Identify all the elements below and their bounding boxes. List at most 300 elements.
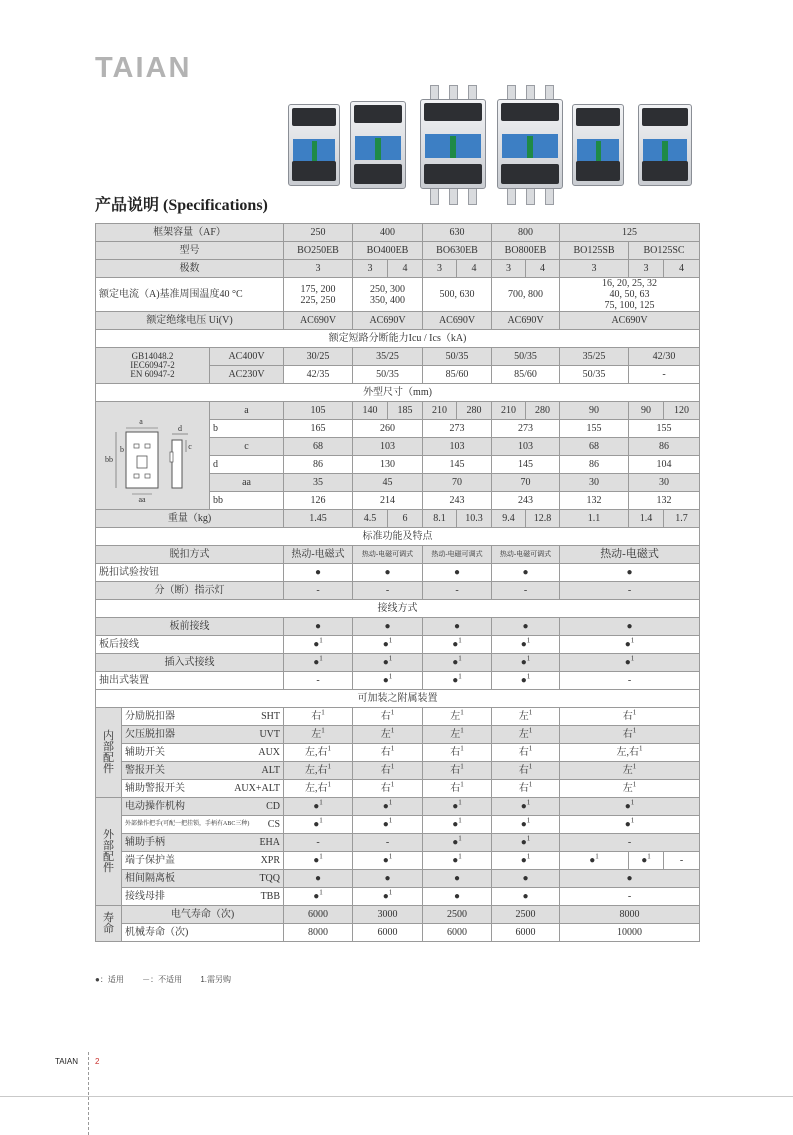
cell: 热动-电磁式 [284, 546, 353, 564]
cell: ●$^1$ [492, 834, 560, 852]
bullet-dot: ● [382, 855, 389, 866]
cell-text: 右 [380, 765, 391, 776]
cell: ●$^1$ [492, 636, 560, 654]
cell: - [353, 834, 423, 852]
cell: 右$^1$ [353, 762, 423, 780]
bullet-dot: ● [560, 870, 700, 888]
cell: ●$^1$ [353, 852, 423, 870]
cell: ●$^1$ [423, 816, 492, 834]
vlabel-char: 部 [103, 839, 114, 852]
cell: 3 [629, 260, 664, 278]
voltage-label: AC230V [210, 366, 284, 384]
bullet-dot: ● [284, 870, 353, 888]
cell: AC690V [353, 312, 423, 330]
accessory-name: 端子保护盖 [125, 855, 175, 866]
accessory-code: ALT [261, 765, 281, 776]
bullet-dot: ● [560, 564, 700, 582]
diagram-label-bb: bb [105, 455, 113, 464]
cell: 30 [560, 474, 629, 492]
dimension-diagram [96, 402, 210, 510]
cell: 132 [560, 492, 629, 510]
cell: 260 [353, 420, 423, 438]
table-row [96, 654, 700, 672]
cell: AC690V [560, 312, 700, 330]
bullet-dot: ● [382, 657, 389, 668]
table-row [96, 636, 700, 654]
footer-brand: TAIAN [55, 1057, 78, 1066]
cell: 130 [353, 456, 423, 474]
cell: 50/35 [560, 366, 629, 384]
row-label: 框架容量（AF） [96, 224, 284, 242]
bullet-dot: ● [423, 870, 492, 888]
cell-text: 右 [311, 711, 322, 722]
table-row [96, 780, 700, 798]
std-line: GB14048.2 [131, 351, 174, 361]
diagram-label-aa: aa [138, 495, 146, 504]
table-row [96, 278, 700, 312]
page-number: 2 [95, 1057, 100, 1066]
accessory-label [122, 726, 284, 744]
cell: 243 [492, 492, 560, 510]
cell: 103 [492, 438, 560, 456]
cell-text: 右 [450, 747, 461, 758]
cell: ●$^1$ [353, 636, 423, 654]
vlabel-char: 件 [103, 861, 114, 874]
row-label: 额定电流（A)基准周围温度40 °C [96, 278, 284, 312]
table-row [96, 384, 700, 402]
cell: BO125SB [560, 242, 629, 260]
cell: 6000 [492, 924, 560, 942]
table-row [96, 762, 700, 780]
cell: - [284, 582, 353, 600]
spec-table [95, 223, 700, 942]
diagram-label-c: c [188, 442, 192, 451]
cell-text: 左 [622, 765, 633, 776]
vlabel-char: 配 [103, 751, 114, 764]
cell: 145 [492, 456, 560, 474]
cell: 30/25 [284, 348, 353, 366]
bullet-dot: ● [284, 564, 353, 582]
product-image-bo400 [350, 101, 406, 189]
cell: 左$^1$ [284, 726, 353, 744]
cell-text: 左 [450, 729, 461, 740]
cell: ●$^1$ [353, 798, 423, 816]
table-row [96, 834, 700, 852]
cell: 165 [284, 420, 353, 438]
cell: 126 [284, 492, 353, 510]
cell: 8.1 [423, 510, 457, 528]
legend [95, 974, 247, 985]
cell: 热动-电磁可调式 [423, 546, 492, 564]
bullet-dot: ● [423, 888, 492, 906]
std-line: IEC60947-2 [130, 360, 175, 370]
table-row [96, 852, 700, 870]
cell: 3 [492, 260, 526, 278]
cell-text: 左 [450, 711, 461, 722]
cell: ●$^1$ [492, 816, 560, 834]
accessory-label [122, 708, 284, 726]
cell: BO125SC [629, 242, 700, 260]
cell: 273 [423, 420, 492, 438]
cell: ●$^1$ [284, 636, 353, 654]
accessory-name: 辅助开关 [125, 747, 165, 758]
cell: AC690V [423, 312, 492, 330]
cell: - [560, 888, 700, 906]
cell: 左$^1$ [560, 762, 700, 780]
cell: 86 [284, 456, 353, 474]
row-label: 重量（kg) [96, 510, 284, 528]
cell: ●$^1$ [560, 852, 629, 870]
cell: 3 [423, 260, 457, 278]
row-label: 额定绝缘电压 Ui(V) [96, 312, 284, 330]
accessory-name: 接线母排 [125, 891, 165, 902]
bullet-dot: ● [353, 870, 423, 888]
cell: BO250EB [284, 242, 353, 260]
legend-optional: 1.需另购 [200, 975, 231, 984]
cell: 2500 [423, 906, 492, 924]
cell: 68 [560, 438, 629, 456]
cell-line: 350, 400 [370, 294, 406, 306]
cell: 热动-电磁可调式 [353, 546, 423, 564]
cell: 104 [629, 456, 700, 474]
cell: 85/60 [492, 366, 560, 384]
table-row [96, 924, 700, 942]
bullet-dot: ● [313, 639, 320, 650]
row-label: 板前接线 [96, 618, 284, 636]
cell: 42/35 [284, 366, 353, 384]
cell: 4 [664, 260, 700, 278]
product-image-bo125sb [572, 104, 624, 186]
product-image-bo800 [497, 85, 563, 203]
cell-line: 75, 100, 125 [604, 300, 655, 311]
cell: 右$^1$ [423, 780, 492, 798]
table-row [96, 726, 700, 744]
row-label: 抽出式装置 [96, 672, 284, 690]
diagram-label-d: d [178, 424, 182, 433]
bullet-dot: ● [492, 888, 560, 906]
cell: 132 [629, 492, 700, 510]
bullet-dot: ● [382, 819, 389, 830]
life-group-label [96, 906, 122, 942]
cell: 4 [526, 260, 560, 278]
accessory-code: EHA [259, 837, 281, 848]
cell-text: 左 [380, 729, 391, 740]
cell: 125 [560, 224, 700, 242]
cell: ●$^1$ [423, 798, 492, 816]
cell: 45 [353, 474, 423, 492]
table-row [96, 690, 700, 708]
cell: 155 [629, 420, 700, 438]
table-row [96, 260, 700, 278]
accessory-label [122, 834, 284, 852]
bullet-dot: ● [313, 855, 320, 866]
cell: - [629, 366, 700, 384]
cell: ●$^1$ [560, 798, 700, 816]
cell: 10.3 [457, 510, 492, 528]
cell: 103 [423, 438, 492, 456]
internal-group-label [96, 708, 122, 798]
cell: 左$^1$ [492, 708, 560, 726]
cell: - [353, 582, 423, 600]
bullet-dot: ● [313, 891, 320, 902]
accessory-label [122, 852, 284, 870]
bullet-dot: ● [492, 564, 560, 582]
cell: AC690V [492, 312, 560, 330]
accessory-code: CD [266, 801, 281, 812]
cell-text: 右 [380, 747, 391, 758]
cell: 1.1 [560, 510, 629, 528]
table-row [96, 348, 700, 366]
diagram-label-b: b [120, 445, 124, 454]
cell: ●$^1$ [353, 654, 423, 672]
accessory-label [122, 744, 284, 762]
bullet-dot: ● [382, 891, 389, 902]
cell: 右$^1$ [492, 744, 560, 762]
accessory-code: UVT [259, 729, 281, 740]
dim-key: c [210, 438, 284, 456]
cell: 50/35 [423, 348, 492, 366]
bullet-dot: ● [452, 837, 459, 848]
bullet-dot: ● [284, 618, 353, 636]
cell: 145 [423, 456, 492, 474]
legend-not-applicable: －：不适用 [142, 975, 183, 984]
cell: 4 [457, 260, 492, 278]
cell: 35/25 [560, 348, 629, 366]
cell: 210 [423, 402, 457, 420]
product-image-bo630 [420, 85, 486, 203]
cell-text: 右 [518, 747, 529, 758]
cell: BO800EB [492, 242, 560, 260]
row-label: 板后接线 [96, 636, 284, 654]
cell: 50/35 [492, 348, 560, 366]
bullet-dot: ● [452, 639, 459, 650]
cell: 210 [492, 402, 526, 420]
table-row [96, 312, 700, 330]
cell: 250 [284, 224, 353, 242]
cell: AC690V [284, 312, 353, 330]
bullet-dot: ● [382, 801, 389, 812]
cell: 700, 800 [492, 278, 560, 312]
cell: ●$^1$ [492, 672, 560, 690]
cell-line: 250, 300 [370, 283, 406, 295]
cell: 6000 [423, 924, 492, 942]
standards-label [96, 348, 210, 384]
cell-line: 16, 20, 25, 32 [602, 278, 658, 289]
accessory-label [122, 816, 284, 834]
cell: 50/35 [353, 366, 423, 384]
cell: 155 [560, 420, 629, 438]
cell-text: 右 [518, 765, 529, 776]
cell: 630 [423, 224, 492, 242]
accessory-name: 外部操作把手(可配一把挂锁，手柄有ABC三种) [125, 821, 250, 827]
bullet-dot: ● [452, 657, 459, 668]
cell [284, 278, 353, 312]
cell: 86 [560, 456, 629, 474]
cell: - [560, 672, 700, 690]
table-row [96, 798, 700, 816]
bullet-dot: ● [520, 657, 527, 668]
cell: 左,右$^1$ [284, 762, 353, 780]
bullet-dot: ● [423, 564, 492, 582]
dim-key: bb [210, 492, 284, 510]
bullet-dot: ● [589, 855, 596, 866]
table-row [96, 816, 700, 834]
table-row [96, 582, 700, 600]
row-label: 极数 [96, 260, 284, 278]
cell-text: 左 [518, 729, 529, 740]
accessory-code: XPR [260, 855, 281, 866]
cell: 3 [560, 260, 629, 278]
cell: ●$^1$ [353, 672, 423, 690]
cell: 1.7 [664, 510, 700, 528]
cell-text: 左 [311, 729, 322, 740]
accessory-code: TQQ [259, 873, 281, 884]
bullet-dot: ● [452, 819, 459, 830]
section-heading: 接线方式 [96, 600, 700, 618]
cell: 12.8 [526, 510, 560, 528]
cell: - [664, 852, 700, 870]
vlabel-char: 外 [103, 828, 114, 841]
cell: 243 [423, 492, 492, 510]
bullet-dot: ● [492, 618, 560, 636]
cell: ●$^1$ [423, 852, 492, 870]
table-row [96, 888, 700, 906]
cell: - [492, 582, 560, 600]
cell-text: 右 [450, 783, 461, 794]
bullet-dot: ● [641, 855, 648, 866]
bullet-dot: ● [520, 819, 527, 830]
cell: 4.5 [353, 510, 388, 528]
cell: 右$^1$ [353, 744, 423, 762]
accessory-name: 警报开关 [125, 765, 165, 776]
accessory-label [122, 870, 284, 888]
row-label: 脱扣方式 [96, 546, 284, 564]
cell: ●$^1$ [423, 654, 492, 672]
row-label: 分（断）指示灯 [96, 582, 284, 600]
cell-text: 右 [380, 783, 391, 794]
cell: - [284, 834, 353, 852]
table-row [96, 708, 700, 726]
cell: 右$^1$ [423, 762, 492, 780]
cell: 103 [353, 438, 423, 456]
cell-text: 右 [518, 783, 529, 794]
cell: 1.45 [284, 510, 353, 528]
accessory-code: AUX+ALT [234, 783, 281, 794]
cell-text: 右 [380, 711, 391, 722]
cell: ●$^1$ [423, 834, 492, 852]
dim-key: b [210, 420, 284, 438]
cell: 105 [284, 402, 353, 420]
cell: 6000 [284, 906, 353, 924]
cell: 8000 [284, 924, 353, 942]
legend-applicable: ●：适用 [95, 975, 124, 984]
cell: 85/60 [423, 366, 492, 384]
accessory-label [122, 762, 284, 780]
cell: 右$^1$ [353, 780, 423, 798]
cell: 400 [353, 224, 423, 242]
cell-line: 175, 200 [300, 283, 336, 295]
breaker-outline-diagram [96, 402, 210, 506]
cell-text: 右 [450, 765, 461, 776]
diagram-label-a: a [139, 417, 143, 426]
bullet-dot: ● [382, 675, 389, 686]
cell: 280 [457, 402, 492, 420]
cell: 左$^1$ [492, 726, 560, 744]
cell: 1.4 [629, 510, 664, 528]
cell: ●$^1$ [284, 654, 353, 672]
cell: 热动-电磁可调式 [492, 546, 560, 564]
cell: - [284, 672, 353, 690]
external-group-label [96, 798, 122, 906]
cell-text: 左,右 [616, 747, 640, 758]
cell: 90 [560, 402, 629, 420]
bullet-dot: ● [520, 837, 527, 848]
cell: ●$^1$ [629, 852, 664, 870]
table-row [96, 564, 700, 582]
bullet-dot: ● [520, 639, 527, 650]
bullet-dot: ● [624, 819, 631, 830]
cell: 273 [492, 420, 560, 438]
cell: 68 [284, 438, 353, 456]
cell: 3 [284, 260, 353, 278]
dim-key: aa [210, 474, 284, 492]
cell: 70 [492, 474, 560, 492]
cell-text: 左,右 [305, 783, 328, 794]
accessory-code: AUX [258, 747, 281, 758]
section-heading: 额定短路分断能力Icu / Ics（kA) [96, 330, 700, 348]
cell: 140 [353, 402, 388, 420]
bullet-dot: ● [492, 870, 560, 888]
cell-text: 右 [622, 729, 633, 740]
cell: 30 [629, 474, 700, 492]
cell: 10000 [560, 924, 700, 942]
cell: 3000 [353, 906, 423, 924]
cell: 2500 [492, 906, 560, 924]
accessory-name: 分励脱扣器 [125, 711, 175, 722]
bullet-dot: ● [382, 639, 389, 650]
accessory-name: 电动操作机构 [125, 801, 185, 812]
cell: 热动-电磁式 [560, 546, 700, 564]
cell: 右$^1$ [560, 726, 700, 744]
cell: ●$^1$ [353, 816, 423, 834]
cell: 120 [664, 402, 700, 420]
std-line: EN 60947-2 [130, 369, 175, 379]
bullet-dot: ● [624, 657, 631, 668]
cell: 左$^1$ [423, 726, 492, 744]
bullet-dot: ● [452, 801, 459, 812]
vlabel-char: 配 [103, 850, 114, 863]
accessory-name: 相间隔离板 [125, 873, 175, 884]
cell: ●$^1$ [284, 798, 353, 816]
cell: 4 [388, 260, 423, 278]
cell: 500, 630 [423, 278, 492, 312]
cell: - [560, 582, 700, 600]
vlabel-char: 件 [103, 762, 114, 775]
bullet-dot: ● [520, 801, 527, 812]
bullet-dot: ● [452, 675, 459, 686]
table-row [96, 618, 700, 636]
cell: 左,右$^1$ [284, 780, 353, 798]
brand-logo: TAIAN [95, 52, 192, 84]
row-label: 机械寿命（次) [122, 924, 284, 942]
cell: ●$^1$ [492, 654, 560, 672]
bullet-dot: ● [560, 618, 700, 636]
row-label: 电气寿命（次) [122, 906, 284, 924]
cell: ●$^1$ [560, 816, 700, 834]
cell: 左,右$^1$ [284, 744, 353, 762]
cell: 左,右$^1$ [560, 744, 700, 762]
cell: 90 [629, 402, 664, 420]
